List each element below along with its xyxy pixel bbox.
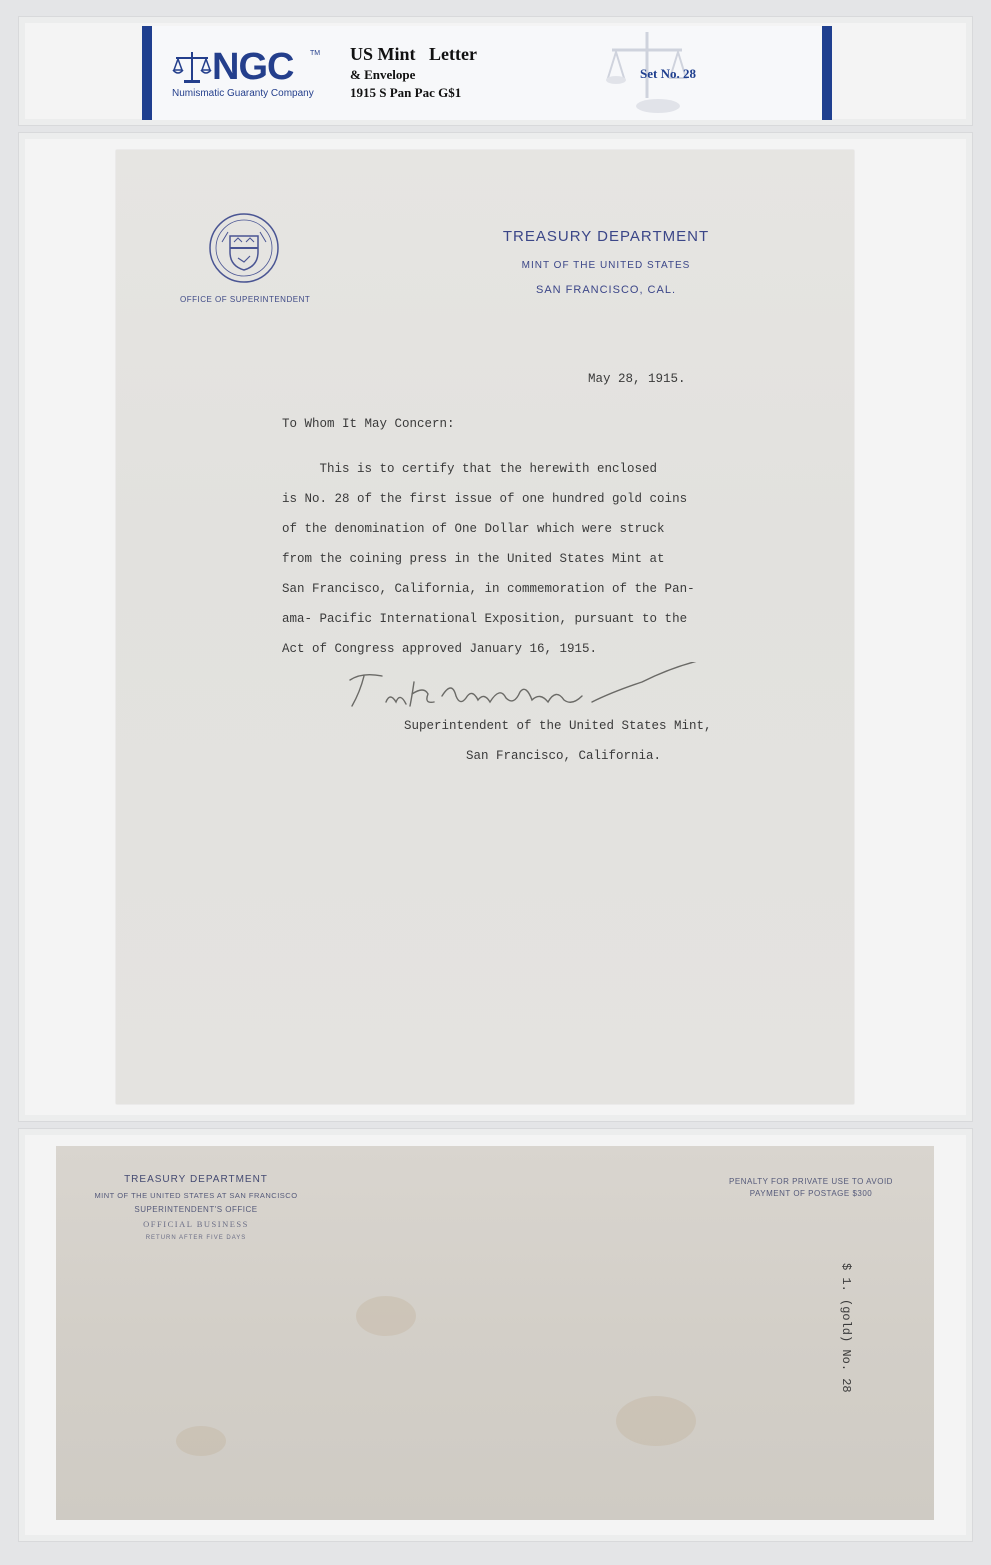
envelope-penalty-line1: PENALTY FOR PRIVATE USE TO AVOID <box>729 1177 893 1186</box>
letter-salutation: To Whom It May Concern: <box>282 417 455 431</box>
ngc-logo-text: NGC <box>212 46 294 88</box>
label-subtitle: & Envelope <box>350 67 416 82</box>
letterhead-mint: MINT OF THE UNITED STATES <box>521 260 691 271</box>
letterhead-city: SAN FRANCISCO, CAL. <box>535 284 677 296</box>
ngc-label <box>142 26 832 120</box>
mint-envelope <box>56 1146 934 1520</box>
label-description <box>350 44 477 101</box>
envelope-department: TREASURY DEPARTMENT <box>124 1174 268 1185</box>
envelope-office: SUPERINTENDENT'S OFFICE <box>134 1205 258 1214</box>
set-number: Set No. 28 <box>640 66 696 81</box>
letter-body-line: of the denomination of One Dollar which were struck <box>282 522 665 536</box>
office-label: OFFICE OF SUPERINTENDENT <box>180 295 311 304</box>
letter-body-line: This is to certify that the herewith enclosed <box>282 462 658 476</box>
signatory-location: San Francisco, California. <box>466 749 662 763</box>
label-title: US Mint Letter <box>350 44 477 64</box>
ngc-logo <box>164 46 321 106</box>
letterhead-department: TREASURY DEPARTMENT <box>502 228 710 245</box>
age-stain <box>176 1426 226 1456</box>
envelope-official-business: OFFICIAL BUSINESS <box>143 1219 249 1229</box>
envelope-mint: MINT OF THE UNITED STATES AT SAN FRANCISCO <box>94 1191 298 1200</box>
label-coin: 1915 S Pan Pac G$1 <box>350 85 462 100</box>
envelope-coin-note: $ 1. (gold) No. 28 <box>839 1263 853 1393</box>
certification-letter <box>116 150 854 1104</box>
age-stain <box>616 1396 696 1446</box>
letter-body-line: from the coining press in the United States Mint at <box>282 552 665 566</box>
handwritten-signature <box>342 662 732 722</box>
letter-body-line: Act of Congress approved January 16, 1915. <box>282 642 598 656</box>
envelope-return-notice: RETURN AFTER FIVE DAYS <box>145 1235 247 1241</box>
age-stain <box>356 1296 416 1336</box>
ngc-trademark: TM <box>310 50 321 57</box>
ngc-company-name: Numismatic Guaranty Company <box>172 88 314 99</box>
letter-date: May 28, 1915. <box>588 372 686 386</box>
envelope-penalty-line2: PAYMENT OF POSTAGE $300 <box>749 1189 873 1198</box>
scales-icon <box>172 50 212 86</box>
treasury-seal-icon <box>208 212 280 284</box>
signatory-title: Superintendent of the United States Mint, <box>404 719 712 733</box>
letter-body-line: is No. 28 of the first issue of one hundred gold coins <box>282 492 688 506</box>
letter-body-line: ama- Pacific International Exposition, pursuant to the <box>282 612 688 626</box>
letter-body-line: San Francisco, California, in commemoration of the Pan- <box>282 582 695 596</box>
